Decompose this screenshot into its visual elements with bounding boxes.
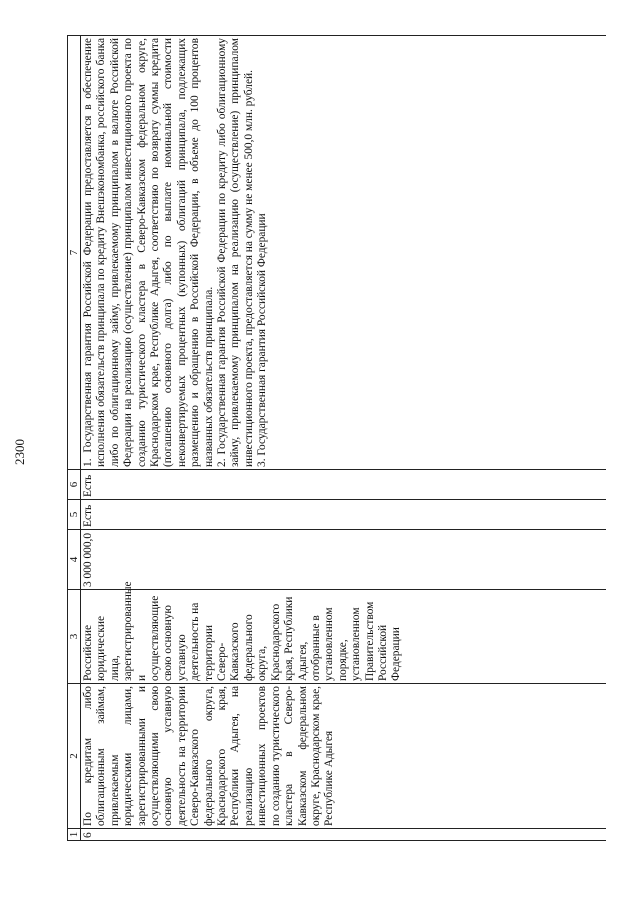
row-recipients: Российские юридические лица, зарегистрированные и осуществляющие свою основную уставную деятельность на территории Северо-Кавказского федерального округа, Краснодарского края, Республики Адыгея, отобранные в установленном порядке, установленном Правительством Российской Федерации — [81, 590, 607, 684]
header-col-7: 7 — [68, 36, 81, 470]
row-col6: Есть — [81, 470, 607, 500]
row-conditions — [81, 36, 607, 470]
row-description: По кредитам либо облигационным займам, привлекаемым юридическими лицами, зарегистрированными и осуществляющими свою основную уставную деятельность на территории Северо-Кавказского федерального округа, Краснодарского края, Республики Адыгея, на реализацию инвестиционных проектов по созданию туристического кластера в Северо-Кавказском федеральном округе, Краснодарском крае, Республике Адыгея — [81, 684, 607, 829]
rotated-page-content — [67, 36, 607, 841]
header-col-6: 6 — [68, 470, 81, 500]
header-col-2: 2 — [68, 684, 81, 829]
header-col-1: 1 — [68, 829, 81, 841]
table-row — [81, 36, 607, 841]
row-amount: 3 000 000,0 — [81, 530, 607, 590]
condition-2: 2. Государственная гарантия Российской Федерации по кредиту либо облигационному займу, привлекаемому принципалом на реализацию (осуществление) принципалом инвестиционного проекта, предоставляется на сумму не менее 500,0 млн. рублей. — [216, 38, 255, 467]
guarantee-table — [67, 35, 606, 841]
header-col-5: 5 — [68, 500, 81, 530]
header-row — [68, 36, 81, 841]
row-number: 6 — [81, 829, 607, 841]
header-col-3: 3 — [68, 590, 81, 684]
page-number: 2300 — [12, 439, 27, 465]
condition-3: 3. Государственная гарантия Российской Федерации — [256, 213, 269, 467]
condition-1: 1. Государственная гарантия Российской Федерации предоставляется в обеспечение исполнения обязательств принципала по кредиту Внешэкономбанка, российского банка либо по облигационному займу, привлекаемому принципалом в валюте Российской Федерации на реализацию (осуществление) принципалом инвестиционного проекта по созданию туристического кластера в Северо-Кавказском федеральном округе, Краснодарском крае, Республике Адыгея, соответствию по возврату суммы кредита (погашению основного долга) либо по выплате номинальной стоимости неконвертируемых процентных (купонных) облигаций принципала, подлежащих размещению и обращению в Российской Федерации, в объеме до 100 процентов названных обязательств принципала. — [82, 38, 215, 467]
header-col-4: 4 — [68, 530, 81, 590]
row-col5: Есть — [81, 500, 607, 530]
